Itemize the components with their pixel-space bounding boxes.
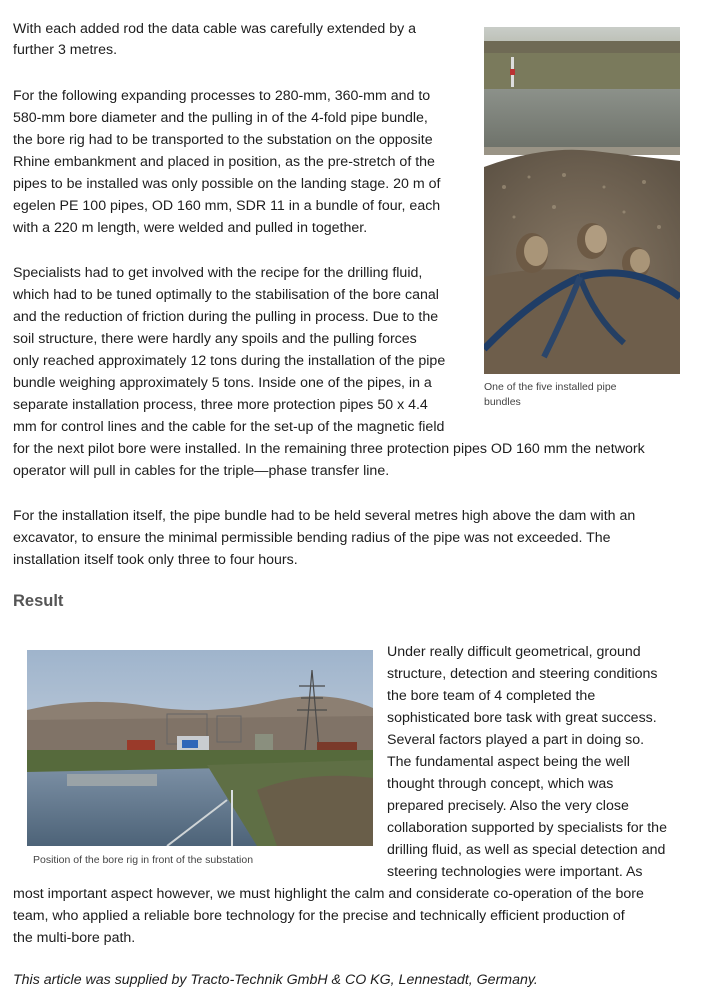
text-line: separate installation process, three more protection pipes 50 x 4.4: [13, 397, 428, 413]
text-line: mm for control lines and the cable for the set-up of the magnetic field: [13, 419, 445, 435]
text-line: most important aspect however, we must highlight the calm and considerate co-operation of the bore: [13, 886, 644, 902]
text-line: sophisticated bore task with great success.: [387, 710, 657, 726]
text-line: only reached approximately 12 tons during the installation of the pipe: [13, 353, 446, 369]
text-line: soil structure, there were hardly any spoils and the pulling forces: [13, 331, 417, 347]
caption-line: bundles: [484, 396, 521, 408]
text-line: the multi-bore path.: [13, 930, 136, 946]
text-line: Under really difficult geometrical, ground: [387, 644, 641, 660]
text-line: prepared precisely. Also the very close: [387, 798, 629, 814]
text-line: Specialists had to get involved with the recipe for the drilling fluid,: [13, 265, 423, 281]
text-line: With each added rod the data cable was carefully extended by a: [13, 21, 417, 37]
text-line: structure, detection and steering conditions: [387, 666, 658, 682]
text-line: Rhine embankment and placed in position, as the pre-stretch of the: [13, 154, 435, 170]
text-line: bundle weighing approximately 5 tons. Inside one of the pipes, in a: [13, 375, 432, 391]
text-line: installation itself took only three to four hours.: [13, 552, 298, 568]
photo-caption: Position of the bore rig in front of the substation: [33, 854, 254, 866]
text-line: thought through concept, which was: [387, 776, 614, 792]
bore-rig-photo: [27, 650, 373, 846]
text-line: the bore rig had to be transported to the substation on the opposite: [13, 132, 433, 148]
caption-line: One of the five installed pipe: [484, 381, 617, 393]
text-line: operator will pull in cables for the triple—phase transfer line.: [13, 463, 390, 479]
text-line: For the following expanding processes to 280-mm, 360-mm and to: [13, 88, 431, 104]
photo-caption: [484, 380, 680, 410]
text-line: excavator, to ensure the minimal permissible bending radius of the pipe was not exceeded. The: [13, 530, 611, 546]
text-line: Several factors played a part in doing so.: [387, 732, 645, 748]
text-line: team, who applied a reliable bore technology for the precise and technically efficient production of: [13, 908, 625, 924]
section-heading-result: Result: [13, 592, 64, 610]
text-line: egelen PE 100 pipes, OD 160 mm, SDR 11 in a bundle of four, each: [13, 198, 441, 214]
text-line: with a 220 m length, were welded and pulled in together.: [13, 220, 368, 236]
text-line: which had to be tuned optimally to the stabilisation of the bore canal: [13, 287, 439, 303]
text-line: the bore team of 4 completed the: [387, 688, 596, 704]
text-line: 580-mm bore diameter and the pulling in of the 4-fold pipe bundle,: [13, 110, 428, 126]
pipe-bundles-photo: [484, 27, 680, 374]
text-line: further 3 metres.: [13, 42, 118, 58]
text-line: For the installation itself, the pipe bundle had to be held several metres high above the dam with an: [13, 508, 636, 524]
text-line: for the next pilot bore were installed. In the remaining three protection pipes OD 160 mm the network: [13, 441, 645, 457]
text-line: pipes to be installed was only possible on the landing stage. 20 m of: [13, 176, 441, 192]
text-line: and the reduction of friction during the pulling in process. Due to the: [13, 309, 439, 325]
article-credit: This article was supplied by Tracto-Technik GmbH & CO KG, Lennestadt, Germany.: [13, 972, 538, 988]
text-line: The fundamental aspect being the well: [387, 754, 630, 770]
text-line: collaboration supported by specialists for the: [387, 820, 667, 836]
text-line: steering technologies were important. As: [387, 864, 643, 880]
text-line: drilling fluid, as well as special detection and: [387, 842, 666, 858]
